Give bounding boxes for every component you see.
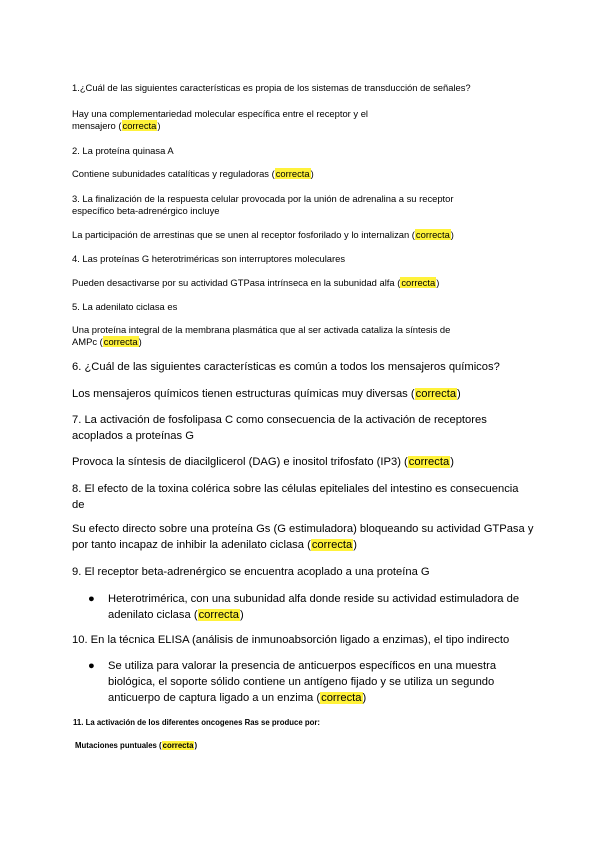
- correct-mark-5: correcta: [103, 336, 138, 348]
- question-9: 9. El receptor beta-adrenérgico se encuentra acoplado a una proteína G: [72, 566, 430, 578]
- correct-mark-3: correcta: [415, 229, 450, 240]
- answer-1-text: Hay una complementariedad molecular específica entre el receptor y el mensajero: [72, 108, 368, 132]
- answer-1: Hay una complementariedad molecular específica entre el receptor y el mensajero (correcta): [72, 108, 368, 132]
- answer-2-text: Contiene subunidades catalíticas y reguladoras: [72, 168, 269, 179]
- question-10: 10. En la técnica ELISA (análisis de inmunoabsorción ligado a enzimas), el tipo indirecto: [72, 634, 510, 646]
- correct-mark-7: correcta: [408, 456, 450, 468]
- answer-9: ● Heterotrimérica, con una subunidad alfa donde reside su actividad estimuladora de adenilato ciclasa (correcta): [88, 593, 520, 622]
- answer-11: Mutaciones puntuales (correcta): [75, 741, 198, 750]
- question-4: 4. Las proteínas G heterotriméricas son interruptores moleculares: [72, 253, 346, 264]
- answer-10-text: Se utiliza para valorar la presencia de anticuerpos específicos en una muestra biológica, el soporte sólido contiene un antígeno fijado y se utiliza un segundo anticuerpo de captura ligado a un enzima: [108, 660, 497, 705]
- question-1: 1.¿Cuál de las siguientes características es propia de los sistemas de transducción de señales?: [72, 82, 471, 93]
- answer-8: Su efecto directo sobre una proteína Gs (G estimuladora) bloqueando su actividad GTPasa y por tanto incapaz de inhibir la adenilato ciclasa (correcta): [72, 523, 534, 552]
- answer-5-text: Una proteína integral de la membrana plasmática que al ser activada cataliza la síntesis de AMPc: [72, 324, 451, 348]
- bullet-icon: ●: [88, 660, 95, 672]
- answer-4-text: Pueden desactivarse por su actividad GTPasa intrínseca en la subunidad alfa: [72, 277, 395, 288]
- answer-3: La participación de arrestinas que se unen al receptor fosforilado y lo internalizan (correcta): [72, 229, 454, 240]
- answer-8-text: Su efecto directo sobre una proteína Gs (G estimuladora) bloqueando su actividad GTPasa y por tanto incapaz de inhibir la adenilato ciclasa: [72, 523, 534, 552]
- answer-6-text: Los mensajeros químicos tienen estructuras químicas muy diversas: [72, 388, 408, 400]
- correct-mark-2: correcta: [275, 168, 310, 179]
- question-7: 7. La activación de fosfolipasa C como consecuencia de la activación de receptores acoplados a proteínas G: [72, 414, 487, 443]
- correct-mark-8: correcta: [311, 539, 353, 552]
- correct-mark-4: correcta: [401, 277, 436, 288]
- question-6: 6. ¿Cuál de las siguientes características es común a todos los mensajeros químicos?: [72, 361, 500, 373]
- question-5: 5. La adenilato ciclasa es: [72, 301, 178, 312]
- answer-3-text: La participación de arrestinas que se unen al receptor fosforilado y lo internalizan: [72, 229, 410, 240]
- answer-11-text: Mutaciones puntuales: [75, 741, 157, 750]
- answer-7: Provoca la síntesis de diacilglicerol (DAG) e inositol trifosfato (IP3) (correcta): [72, 456, 454, 468]
- answer-4: Pueden desactivarse por su actividad GTPasa intrínseca en la subunidad alfa (correcta): [72, 277, 440, 288]
- correct-mark-6: correcta: [415, 388, 457, 400]
- answer-9-text: Heterotrimérica, con una subunidad alfa donde reside su actividad estimuladora de adenilato ciclasa: [108, 593, 520, 622]
- correct-mark-9: correcta: [198, 609, 239, 622]
- correct-mark-11: correcta: [162, 741, 194, 750]
- answer-6: Los mensajeros químicos tienen estructuras químicas muy diversas (correcta): [72, 388, 461, 400]
- correct-mark-10: correcta: [321, 692, 362, 705]
- answer-10: ● Se utiliza para valorar la presencia de anticuerpos específicos en una muestra biológica, el soporte sólido contiene un antígeno fijado y se utiliza un segundo anticuerpo de captura ligado a un enzima (correcta): [88, 660, 497, 705]
- question-3: 3. La finalización de la respuesta celular provocada por la unión de adrenalina a su receptor específico beta-adrenérgico incluye: [72, 193, 454, 217]
- bullet-icon: ●: [88, 593, 95, 605]
- question-2: 2. La proteína quinasa A: [72, 145, 174, 156]
- answer-2: Contiene subunidades catalíticas y reguladoras (correcta): [72, 168, 314, 179]
- answer-7-text: Provoca la síntesis de diacilglicerol (DAG) e inositol trifosfato (IP3): [72, 456, 401, 468]
- answer-5: Una proteína integral de la membrana plasmática que al ser activada cataliza la síntesis de AMPc (correcta): [72, 324, 451, 348]
- correct-mark-1: correcta: [122, 120, 157, 132]
- question-11: 11. La activación de los diferentes oncogenes Ras se produce por:: [73, 718, 320, 727]
- question-8: 8. El efecto de la toxina colérica sobre las células epiteliales del intestino es consecuencia de: [72, 483, 519, 512]
